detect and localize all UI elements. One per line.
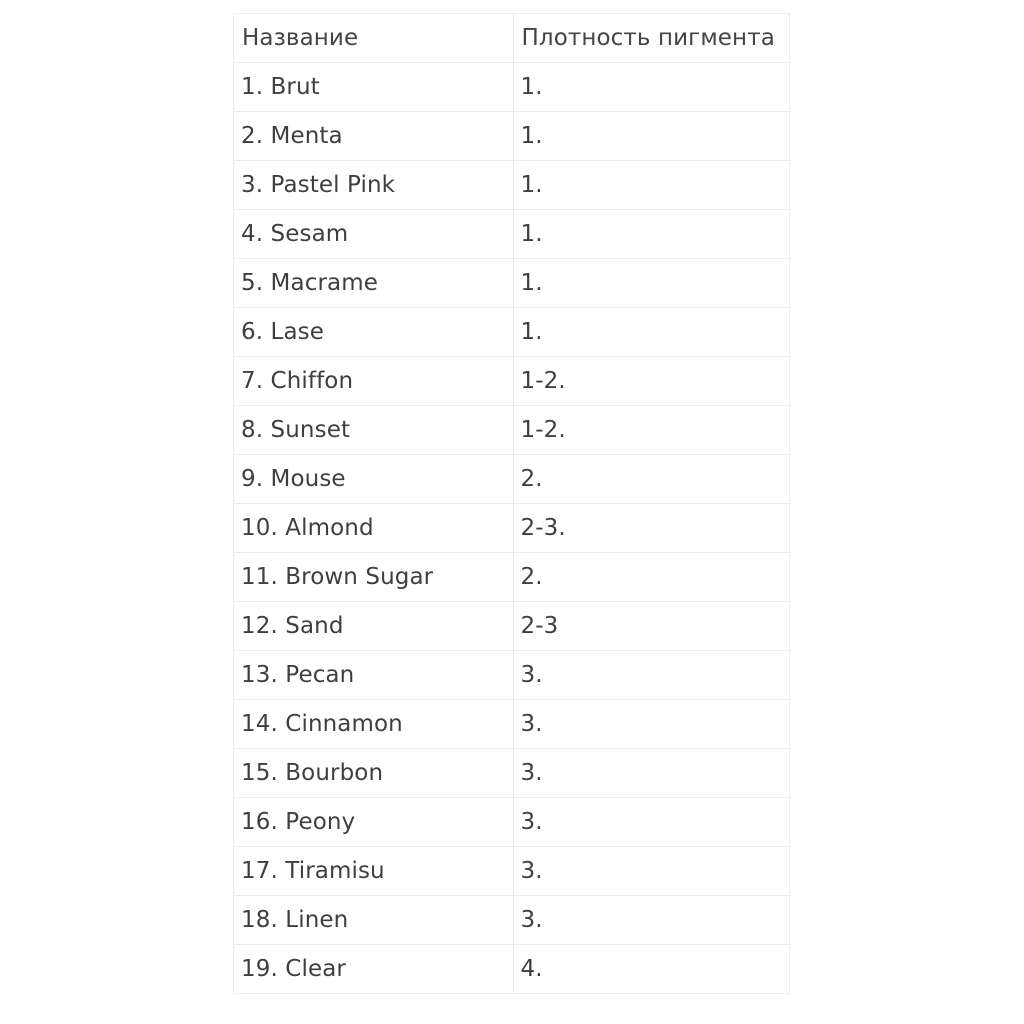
cell-density: 3. — [513, 699, 791, 748]
column-header-name: Название — [234, 14, 513, 62]
cell-density: 3. — [513, 895, 791, 944]
cell-density: 2-3 — [513, 601, 791, 650]
cell-density: 1. — [513, 258, 791, 307]
cell-name: 17. Tiramisu — [234, 846, 513, 895]
table-row — [234, 258, 791, 307]
cell-name: 4. Sesam — [234, 209, 513, 258]
table-row — [234, 503, 791, 552]
cell-density: 1. — [513, 307, 791, 356]
pigment-density-table — [234, 14, 791, 993]
table-row — [234, 944, 791, 993]
cell-name: 3. Pastel Pink — [234, 160, 513, 209]
cell-density: 1. — [513, 160, 791, 209]
table-row — [234, 601, 791, 650]
table-row — [234, 650, 791, 699]
cell-name: 9. Mouse — [234, 454, 513, 503]
cell-density: 1. — [513, 62, 791, 111]
table-row — [234, 699, 791, 748]
table-body — [234, 62, 791, 993]
table-row — [234, 209, 791, 258]
cell-density: 2. — [513, 454, 791, 503]
table-row — [234, 307, 791, 356]
cell-name: 6. Lase — [234, 307, 513, 356]
cell-name: 12. Sand — [234, 601, 513, 650]
cell-density: 3. — [513, 797, 791, 846]
cell-name: 13. Pecan — [234, 650, 513, 699]
table-row — [234, 846, 791, 895]
table-row — [234, 454, 791, 503]
table-row — [234, 895, 791, 944]
cell-name: 11. Brown Sugar — [234, 552, 513, 601]
cell-density: 4. — [520, 955, 543, 982]
table-row — [234, 552, 791, 601]
cell-density: 1-2. — [513, 356, 791, 405]
cell-name: 15. Bourbon — [234, 748, 513, 797]
cell-name: 19. Clear — [234, 944, 513, 993]
cell-name: 8. Sunset — [234, 405, 513, 454]
column-header-density: Плотность пигмента — [513, 14, 791, 62]
cell-density: 1-2. — [513, 405, 791, 454]
cell-name: 10. Almond — [234, 503, 513, 552]
pigment-density-table-container — [233, 13, 790, 994]
cell-name: 16. Peony — [234, 797, 513, 846]
table-row — [234, 797, 791, 846]
table-header-row — [234, 14, 791, 62]
cell-density: 3. — [513, 748, 791, 797]
table-row — [234, 62, 791, 111]
cell-density: 3. — [513, 846, 791, 895]
cell-density: 2. — [513, 552, 791, 601]
cell-density: 1. — [513, 111, 791, 160]
table-row — [234, 160, 791, 209]
table-row — [234, 356, 791, 405]
cell-name: 5. Macrame — [234, 258, 513, 307]
table-row — [234, 405, 791, 454]
cell-name: 2. Menta — [234, 111, 513, 160]
table-row — [234, 748, 791, 797]
cell-name: 1. Brut — [234, 62, 513, 111]
cell-name: 7. Chiffon — [234, 356, 513, 405]
cell-density: 2-3. — [513, 503, 791, 552]
table-row — [234, 111, 791, 160]
cell-density: 3. — [513, 650, 791, 699]
cell-density: 1. — [513, 209, 791, 258]
cell-name: 18. Linen — [234, 895, 513, 944]
cell-name: 14. Cinnamon — [234, 699, 513, 748]
